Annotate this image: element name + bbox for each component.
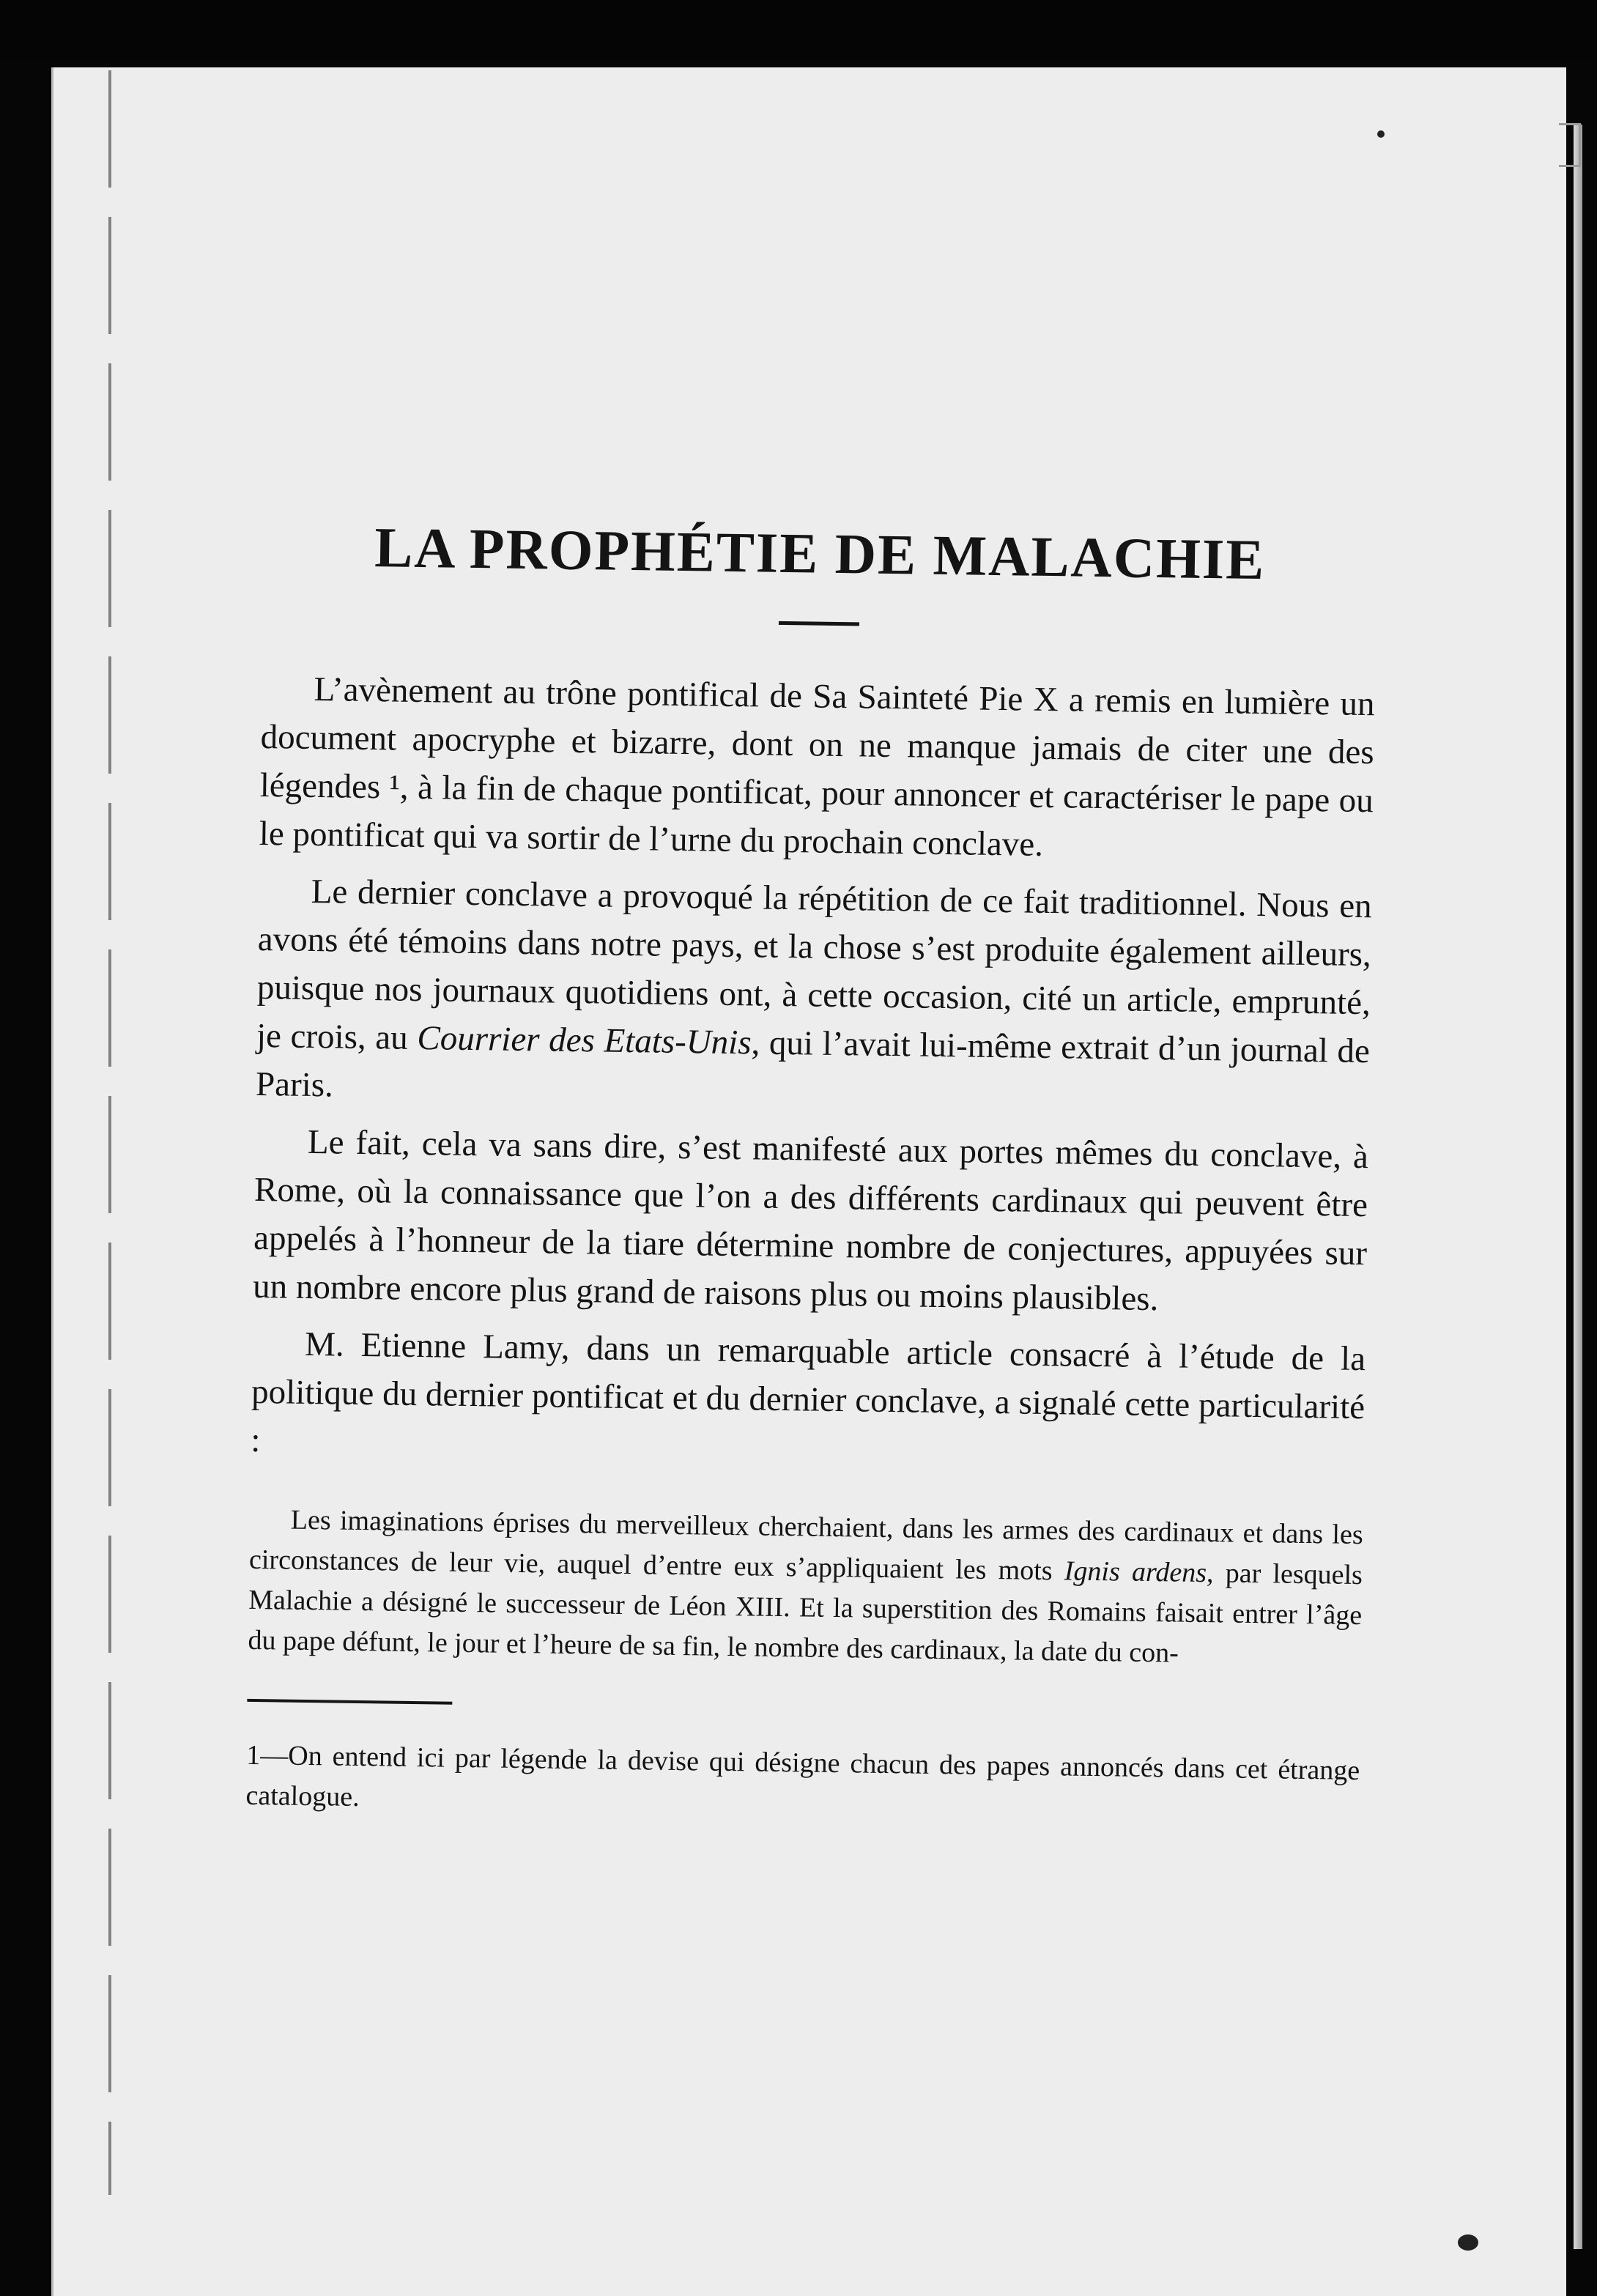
ink-blot bbox=[1458, 2234, 1478, 2251]
page-corner-tab bbox=[1559, 123, 1581, 167]
block-quote: Les imaginations éprises du merveilleux cherchaient, dans les armes des cardinaux et dans les circonstances de leur vie, auquel d’entre eux s’appliquaient les mots Ignis ardens, par lesquels Malachie a désigné le successeur de Léon XIII. Et la superstition des Romains faisait entrer l’âge du pape défunt, le jour et l’heure de sa fin, le nombre des cardinaux, la date du con- bbox=[248, 1504, 1363, 1669]
page-right-edge bbox=[1574, 125, 1582, 2249]
footnote-number: 1 bbox=[246, 1739, 261, 1771]
italic-phrase: Ignis ardens bbox=[1064, 1555, 1207, 1589]
ink-speck bbox=[1377, 130, 1385, 138]
scan-top-border bbox=[0, 0, 1597, 59]
footnote-separator bbox=[247, 1699, 452, 1705]
paragraph-3: Le fait, cela va sans dire, s’est manifesté aux portes mêmes du conclave, à Rome, où la connaissance que l’on a des différents cardinaux qui peuvent être appelés à l’honneur de la tiare détermine nombre de conjectures, appuyées sur un nombre encore plus grand de raisons plus ou moins plausibles. bbox=[252, 1122, 1369, 1319]
page-title: LA PROPHÉTIE DE MALACHIE bbox=[374, 515, 1266, 592]
page-fold-shadow bbox=[108, 70, 111, 2195]
article-body bbox=[245, 513, 1377, 1832]
title-rule bbox=[779, 621, 859, 626]
paragraph-1: L’avènement au trône pontifical de Sa Sainteté Pie X a remis en lumière un document apocryphe et bizarre, dont on ne manque jamais de citer une des légendes ¹, à la fin de chaque pontificat, pour annoncer et caractériser le pape ou le pontificat qui va sortir de l’urne du prochain conclave. bbox=[259, 670, 1375, 864]
footnote-text: —On entend ici par légende la devise qui désigne chacun des papes annoncés dans cet étrange catalogue. bbox=[245, 1740, 1360, 1812]
footnote bbox=[245, 1736, 1360, 1832]
paragraph-2: Le dernier conclave a provoqué la répétition de ce fait traditionnel. Nous en avons été témoins dans notre pays, et la chose s’est produite également ailleurs, puisque nos journaux quotidiens ont, à cette occasion, cité un article, emprunté, je crois, au Courrier des Etats-Unis, qui l’avait lui-même extrait d’un journal de Paris. bbox=[255, 872, 1373, 1105]
paragraph-4: M. Etienne Lamy, dans un remarquable article consacré à l’étude de la politique du dernier pontificat et du dernier conclave, a signalé cette particularité : bbox=[250, 1325, 1366, 1460]
italic-phrase: Courrier des Etats-Unis bbox=[417, 1018, 752, 1062]
